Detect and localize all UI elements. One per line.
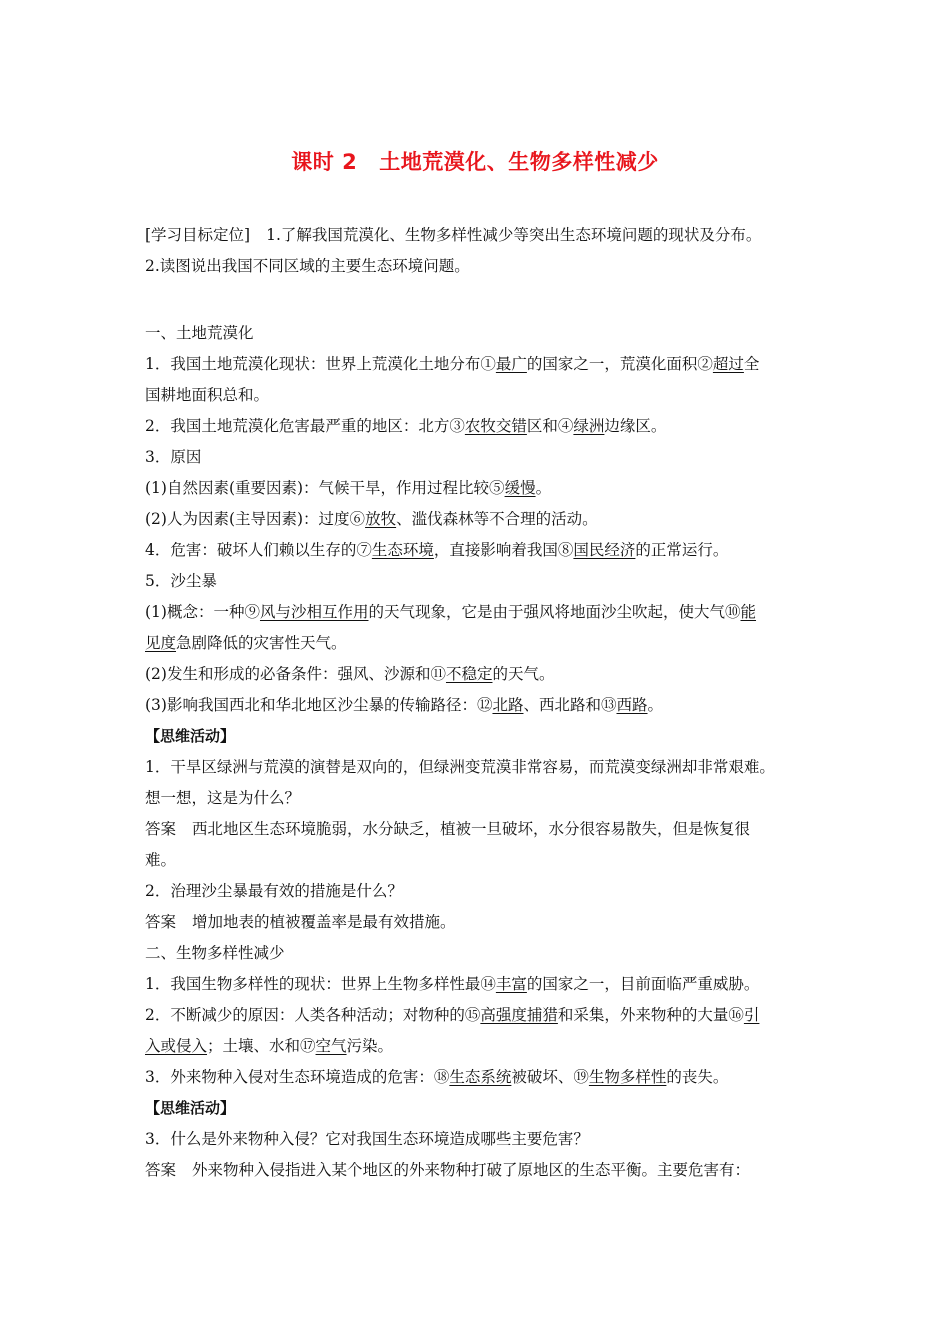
answer-blank: 能 — [740, 603, 757, 621]
question: 3．什么是外来物种入侵？它对我国生态环境造成哪些主要危害？ — [145, 1130, 589, 1148]
paragraph: 2．我国土地荒漠化危害最严重的地区：北方③农牧交错区和④绿洲边缘区。 — [145, 417, 667, 435]
paragraph: 入或侵入；土壤、水和⑰空气污染。 — [145, 1037, 394, 1055]
section-heading-desertification: 一、土地荒漠化 — [145, 324, 254, 342]
answer-blank: 超过 — [712, 355, 744, 373]
paragraph: 1．我国土地荒漠化现状：世界上荒漠化土地分布①最广的国家之一，荒漠化面积②超过全 — [145, 355, 760, 373]
answer-blank: 见度 — [145, 634, 177, 652]
learning-goal-line-2 — [145, 251, 815, 282]
paragraph: (1)自然因素(重要因素)：气候干旱，作用过程比较⑤缓慢。 — [145, 479, 552, 497]
answer-label: 答案 — [145, 913, 177, 931]
lesson-title: 土地荒漠化、生物多样性减少 — [379, 150, 659, 174]
answer: 答案 增加地表的植被覆盖率是最有效措施。 — [145, 913, 456, 931]
paragraph: (1)概念：一种⑨风与沙相互作用的天气现象，它是由于强风将地面沙尘吹起，使大气⑩能 — [145, 603, 757, 621]
answer-blank: 最广 — [495, 355, 527, 373]
learning-goal-label: [学习目标定位] — [145, 226, 251, 244]
paragraph: 国耕地面积总和。 — [145, 386, 270, 404]
paragraph: 见度急剧降低的灾害性天气。 — [145, 634, 347, 652]
section-heading-biodiversity: 二、生物多样性减少 — [145, 944, 285, 962]
learning-goal-line-1 — [145, 220, 815, 251]
answer-blank: 缓慢 — [504, 479, 536, 497]
paragraph: 3．外来物种入侵对生态环境造成的危害：⑱生态系统被破坏、⑲生物多样性的丧失。 — [145, 1068, 729, 1086]
answer-blank: 不稳定 — [445, 665, 493, 683]
paragraph: 1．我国生物多样性的现状：世界上生物多样性最⑭丰富的国家之一，目前面临严重威胁。 — [145, 975, 760, 993]
answer-label: 答案 — [145, 1161, 177, 1179]
answer-blank: 北路 — [492, 696, 524, 714]
answer-blank: 农牧交错 — [464, 417, 527, 435]
answer-blank: 入或侵入 — [145, 1037, 208, 1055]
answer-blank: 丰富 — [495, 975, 527, 993]
answer-blank: 生物多样性 — [588, 1068, 667, 1086]
answer: 难。 — [145, 851, 177, 869]
paragraph: 2．不断减少的原因：人类各种活动；对物种的⑮高强度捕猎和采集，外来物种的大量⑯引 — [145, 1006, 760, 1024]
answer-blank: 风与沙相互作用 — [259, 603, 369, 621]
paragraph: 3．原因 — [145, 448, 202, 466]
answer-blank: 引 — [743, 1006, 760, 1024]
document-body — [145, 220, 815, 1186]
answer-blank: 绿洲 — [573, 417, 605, 435]
thinking-activity-heading: 【思维活动】 — [145, 727, 236, 745]
answer-blank: 高强度捕猎 — [480, 1006, 558, 1024]
question: 想一想，这是为什么？ — [145, 789, 301, 807]
answer-blank: 生态系统 — [449, 1068, 512, 1086]
question: 1．干旱区绿洲与荒漠的演替是双向的，但绿洲变荒漠非常容易，而荒漠变绿洲却非常艰难。 — [145, 758, 775, 776]
question: 2．治理沙尘暴最有效的措施是什么？ — [145, 882, 403, 900]
paragraph: 5．沙尘暴 — [145, 572, 217, 590]
answer-blank: 空气 — [315, 1037, 347, 1055]
answer-label: 答案 — [145, 820, 177, 838]
answer: 答案 外来物种入侵指进入某个地区的外来物种打破了原地区的生态平衡。主要危害有： — [145, 1161, 751, 1179]
paragraph: (3)影响我国西北和华北地区沙尘暴的传输路径：⑫北路、西北路和⑬西路。 — [145, 696, 664, 714]
page-title — [0, 146, 950, 176]
paragraph: 4．危害：破坏人们赖以生存的⑦生态环境，直接影响着我国⑧国民经济的正常运行。 — [145, 541, 729, 559]
learning-goal-1: 1.了解我国荒漠化、生物多样性减少等突出生态环境问题的现状及分布。 — [266, 226, 762, 244]
paragraph: (2)发生和形成的必备条件：强风、沙源和⑪不稳定的天气。 — [145, 665, 555, 683]
answer-blank: 生态环境 — [371, 541, 434, 559]
answer: 答案 西北地区生态环境脆弱，水分缺乏，植被一旦破坏，水分很容易散失，但是恢复很 — [145, 820, 751, 838]
answer-blank: 西路 — [616, 696, 648, 714]
paragraph: (2)人为因素(主导因素)：过度⑥放牧、滥伐森林等不合理的活动。 — [145, 510, 598, 528]
answer-blank: 放牧 — [365, 510, 397, 528]
lesson-number: 课时 2 — [291, 150, 358, 174]
learning-goal-2: 2.读图说出我国不同区域的主要生态环境问题。 — [145, 257, 470, 275]
thinking-activity-heading: 【思维活动】 — [145, 1099, 236, 1117]
answer-blank: 国民经济 — [573, 541, 636, 559]
